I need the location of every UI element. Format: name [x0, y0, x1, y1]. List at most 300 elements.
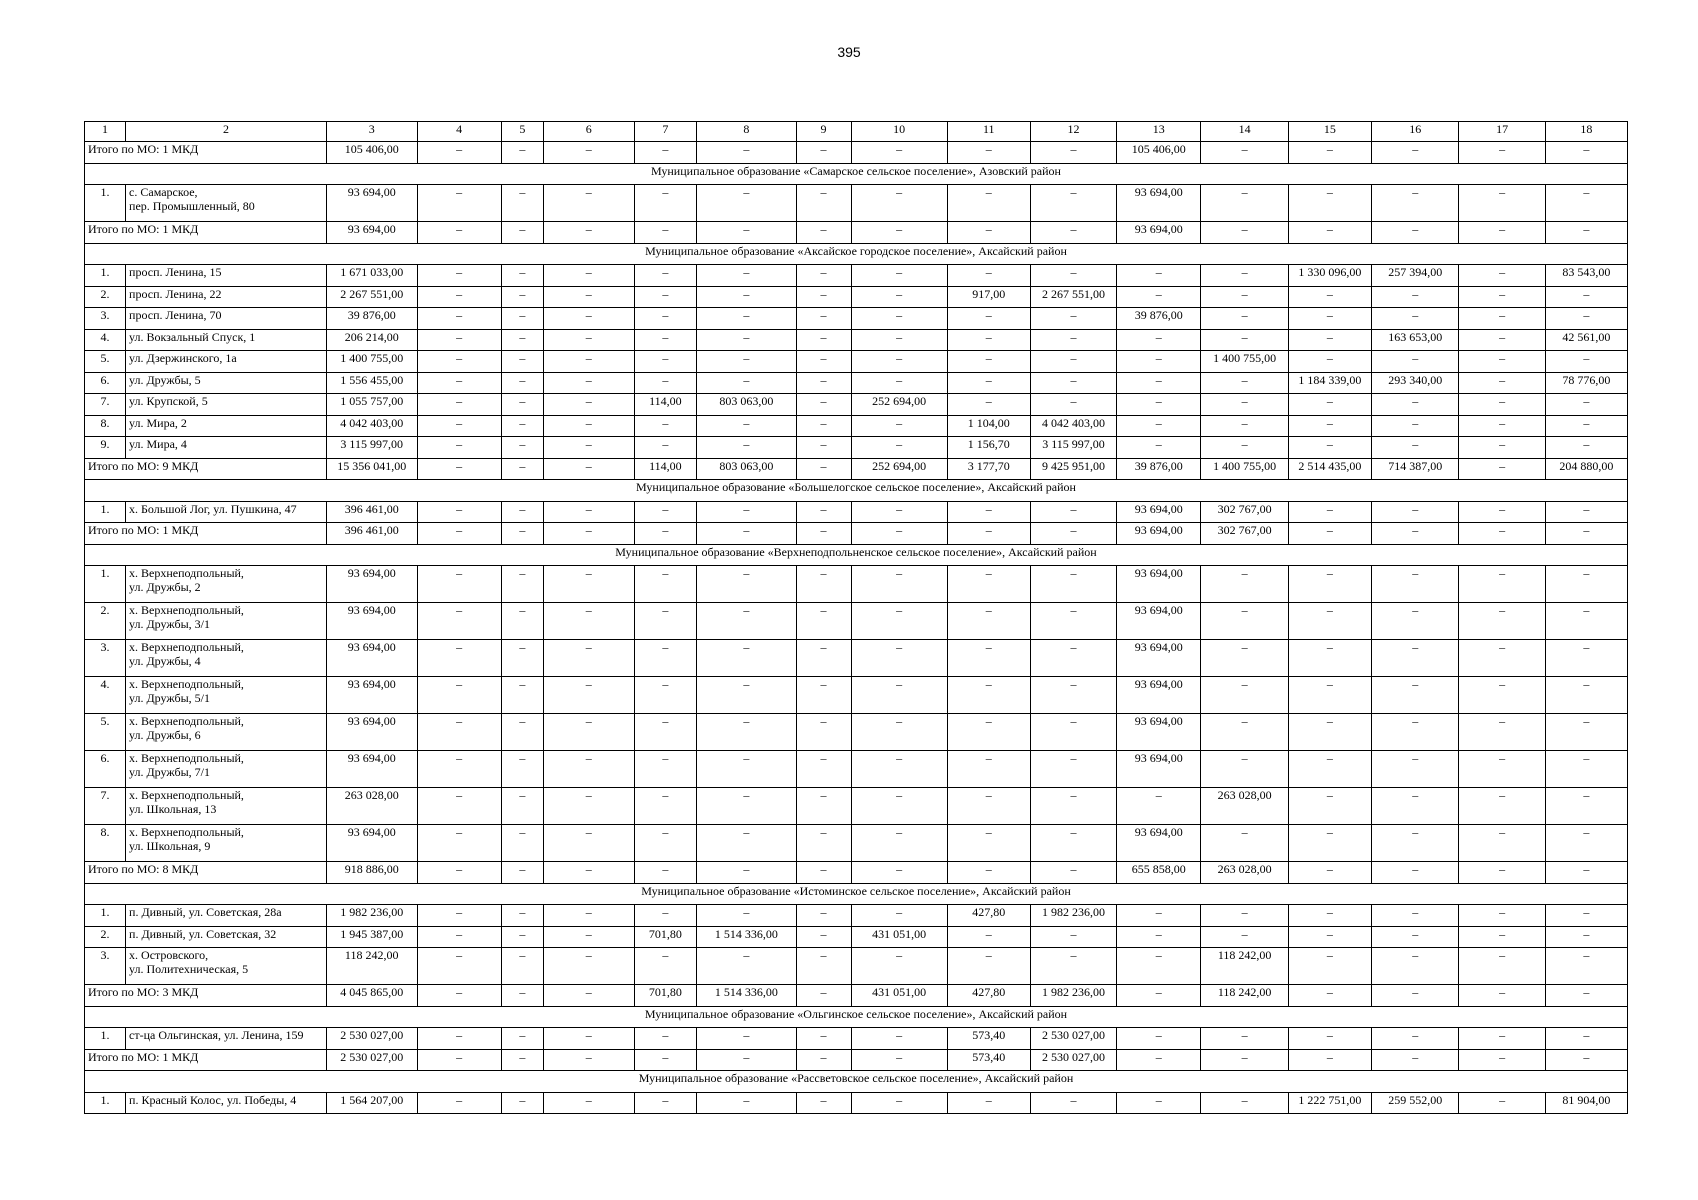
- row-number: 3.: [85, 948, 126, 985]
- table-cell: –: [697, 501, 796, 523]
- table-cell: –: [501, 351, 543, 373]
- table-cell: –: [796, 308, 851, 330]
- table-cell: 105 406,00: [326, 142, 417, 164]
- table-cell: 118 242,00: [1201, 985, 1288, 1007]
- table-cell: 1 556 455,00: [326, 372, 417, 394]
- column-header: 11: [947, 122, 1030, 142]
- table-cell: –: [1372, 185, 1459, 222]
- row-number: 1.: [85, 501, 126, 523]
- address-cell: х. Верхнеподпольный, ул. Дружбы, 4: [126, 640, 327, 677]
- table-cell: –: [796, 905, 851, 927]
- table-cell: –: [1372, 286, 1459, 308]
- table-cell: –: [501, 222, 543, 244]
- table-cell: –: [1459, 677, 1545, 714]
- table-cell: 93 694,00: [326, 751, 417, 788]
- table-cell: 1 330 096,00: [1288, 265, 1371, 287]
- table-cell: –: [796, 825, 851, 862]
- table-cell: 93 694,00: [1117, 714, 1201, 751]
- table-cell: –: [1030, 948, 1116, 985]
- row-number: 6.: [85, 751, 126, 788]
- table-cell: –: [1201, 825, 1288, 862]
- column-header: 17: [1459, 122, 1545, 142]
- table-cell: –: [543, 905, 634, 927]
- table-cell: –: [543, 862, 634, 884]
- table-cell: –: [1288, 640, 1371, 677]
- table-cell: –: [1545, 501, 1627, 523]
- table-cell: –: [947, 862, 1030, 884]
- table-cell: –: [1372, 394, 1459, 416]
- table-cell: –: [1372, 825, 1459, 862]
- table-cell: –: [1201, 372, 1288, 394]
- table-cell: 204 880,00: [1545, 458, 1627, 480]
- table-cell: –: [501, 714, 543, 751]
- table-cell: –: [1117, 926, 1201, 948]
- table-cell: –: [1372, 862, 1459, 884]
- table-cell: –: [417, 222, 501, 244]
- table-cell: –: [1288, 1028, 1371, 1050]
- table-cell: –: [947, 523, 1030, 545]
- table-cell: –: [1201, 185, 1288, 222]
- address-cell: п. Дивный, ул. Советская, 32: [126, 926, 327, 948]
- table-cell: –: [417, 286, 501, 308]
- table-cell: –: [851, 351, 947, 373]
- table-cell: 93 694,00: [326, 222, 417, 244]
- table-cell: –: [634, 1049, 697, 1071]
- table-cell: 431 051,00: [851, 985, 947, 1007]
- table-cell: 1 945 387,00: [326, 926, 417, 948]
- table-cell: –: [1030, 677, 1116, 714]
- table-cell: 252 694,00: [851, 458, 947, 480]
- table-cell: –: [1201, 308, 1288, 330]
- table-cell: –: [1372, 1028, 1459, 1050]
- table-cell: –: [1030, 751, 1116, 788]
- table-cell: –: [1372, 677, 1459, 714]
- table-cell: –: [697, 603, 796, 640]
- address-cell: ул. Вокзальный Спуск, 1: [126, 329, 327, 351]
- table-cell: –: [697, 788, 796, 825]
- table-cell: –: [634, 437, 697, 459]
- table-cell: 93 694,00: [1117, 222, 1201, 244]
- table-cell: –: [851, 329, 947, 351]
- table-cell: 78 776,00: [1545, 372, 1627, 394]
- table-cell: –: [501, 985, 543, 1007]
- column-header: 4: [417, 122, 501, 142]
- table-cell: 1 400 755,00: [1201, 351, 1288, 373]
- table-cell: –: [1459, 825, 1545, 862]
- table-cell: –: [1117, 1049, 1201, 1071]
- column-header: 8: [697, 122, 796, 142]
- table-cell: 93 694,00: [1117, 566, 1201, 603]
- table-cell: –: [634, 788, 697, 825]
- table-cell: –: [697, 825, 796, 862]
- table-cell: –: [1459, 308, 1545, 330]
- table-cell: 263 028,00: [1201, 862, 1288, 884]
- table-cell: –: [697, 437, 796, 459]
- table-row: [85, 501, 1628, 523]
- table-cell: –: [796, 501, 851, 523]
- table-cell: –: [796, 351, 851, 373]
- table-cell: –: [1459, 185, 1545, 222]
- table-cell: –: [417, 372, 501, 394]
- table-cell: –: [851, 142, 947, 164]
- row-number: 3.: [85, 308, 126, 330]
- table-row: [85, 677, 1628, 714]
- table-cell: –: [634, 286, 697, 308]
- table-cell: –: [634, 640, 697, 677]
- table-cell: –: [501, 185, 543, 222]
- table-cell: –: [501, 1092, 543, 1114]
- row-number: 4.: [85, 677, 126, 714]
- table-row: [85, 372, 1628, 394]
- table-cell: –: [543, 308, 634, 330]
- table-cell: 263 028,00: [1201, 788, 1288, 825]
- table-cell: 302 767,00: [1201, 523, 1288, 545]
- table-cell: 655 858,00: [1117, 862, 1201, 884]
- table-cell: –: [697, 640, 796, 677]
- table-cell: 427,80: [947, 985, 1030, 1007]
- table-cell: 15 356 041,00: [326, 458, 417, 480]
- table-cell: –: [1030, 185, 1116, 222]
- table-cell: –: [947, 142, 1030, 164]
- table-cell: –: [543, 714, 634, 751]
- table-cell: 39 876,00: [1117, 458, 1201, 480]
- row-number: 1.: [85, 1092, 126, 1114]
- table-cell: –: [417, 142, 501, 164]
- data-table: [84, 121, 1628, 1114]
- table-cell: –: [851, 1092, 947, 1114]
- table-cell: –: [1372, 142, 1459, 164]
- column-header: 5: [501, 122, 543, 142]
- table-cell: –: [1288, 862, 1371, 884]
- table-cell: –: [1030, 862, 1116, 884]
- address-cell: п. Красный Колос, ул. Победы, 4: [126, 1092, 327, 1114]
- table-cell: –: [947, 222, 1030, 244]
- table-cell: –: [1459, 1028, 1545, 1050]
- table-cell: –: [1117, 985, 1201, 1007]
- table-row: [85, 415, 1628, 437]
- table-cell: –: [501, 415, 543, 437]
- table-cell: –: [1117, 1092, 1201, 1114]
- table-cell: –: [634, 1092, 697, 1114]
- table-cell: –: [1117, 286, 1201, 308]
- table-cell: –: [543, 677, 634, 714]
- total-row: [85, 458, 1628, 480]
- table-cell: –: [947, 185, 1030, 222]
- table-cell: –: [1030, 372, 1116, 394]
- table-cell: –: [1459, 985, 1545, 1007]
- table-cell: –: [796, 415, 851, 437]
- table-cell: 918 886,00: [326, 862, 417, 884]
- table-cell: –: [543, 788, 634, 825]
- table-cell: –: [1030, 640, 1116, 677]
- table-cell: –: [634, 523, 697, 545]
- table-cell: –: [1459, 265, 1545, 287]
- section-row: [85, 480, 1628, 502]
- table-cell: –: [796, 523, 851, 545]
- table-cell: –: [1459, 788, 1545, 825]
- table-cell: –: [1117, 372, 1201, 394]
- table-row: [85, 286, 1628, 308]
- table-cell: –: [1288, 185, 1371, 222]
- table-cell: –: [851, 372, 947, 394]
- table-cell: –: [417, 1049, 501, 1071]
- total-label: Итого по МО: 1 МКД: [85, 1049, 327, 1071]
- table-cell: 431 051,00: [851, 926, 947, 948]
- table-cell: 803 063,00: [697, 458, 796, 480]
- table-cell: –: [851, 640, 947, 677]
- table-cell: 1 400 755,00: [1201, 458, 1288, 480]
- address-cell: ст-ца Ольгинская, ул. Ленина, 159: [126, 1028, 327, 1050]
- table-cell: –: [1372, 415, 1459, 437]
- address-cell: п. Дивный, ул. Советская, 28а: [126, 905, 327, 927]
- table-cell: 701,80: [634, 985, 697, 1007]
- address-cell: с. Самарское, пер. Промышленный, 80: [126, 185, 327, 222]
- table-cell: –: [697, 372, 796, 394]
- table-cell: –: [1372, 948, 1459, 985]
- row-number: 1.: [85, 566, 126, 603]
- table-cell: –: [543, 926, 634, 948]
- section-title: Муниципальное образование «Ольгинское сельское поселение», Аксайский район: [85, 1006, 1628, 1028]
- table-cell: –: [501, 603, 543, 640]
- table-cell: 114,00: [634, 394, 697, 416]
- table-cell: 39 876,00: [1117, 308, 1201, 330]
- table-cell: –: [543, 640, 634, 677]
- table-cell: –: [543, 948, 634, 985]
- table-row: [85, 1028, 1628, 1050]
- table-row: [85, 714, 1628, 751]
- total-label: Итого по МО: 9 МКД: [85, 458, 327, 480]
- table-cell: –: [851, 677, 947, 714]
- row-number: 6.: [85, 372, 126, 394]
- table-cell: –: [1201, 603, 1288, 640]
- table-cell: –: [1030, 566, 1116, 603]
- table-cell: 252 694,00: [851, 394, 947, 416]
- table-cell: –: [697, 948, 796, 985]
- table-cell: 93 694,00: [326, 603, 417, 640]
- table-cell: –: [1545, 185, 1627, 222]
- table-cell: –: [634, 351, 697, 373]
- table-cell: –: [1201, 905, 1288, 927]
- table-cell: –: [1545, 862, 1627, 884]
- table-cell: –: [851, 948, 947, 985]
- table-cell: –: [417, 1028, 501, 1050]
- table-cell: 293 340,00: [1372, 372, 1459, 394]
- table-cell: –: [1288, 751, 1371, 788]
- section-row: [85, 544, 1628, 566]
- table-cell: –: [543, 142, 634, 164]
- section-title: Муниципальное образование «Самарское сельское поселение», Азовский район: [85, 163, 1628, 185]
- table-cell: 2 530 027,00: [326, 1028, 417, 1050]
- table-cell: –: [634, 501, 697, 523]
- table-cell: –: [947, 926, 1030, 948]
- table-cell: –: [417, 862, 501, 884]
- table-cell: –: [1459, 372, 1545, 394]
- table-cell: –: [543, 329, 634, 351]
- table-cell: –: [1459, 862, 1545, 884]
- section-title: Муниципальное образование «Аксайское городское поселение», Аксайский район: [85, 243, 1628, 265]
- table-cell: –: [1117, 351, 1201, 373]
- total-row: [85, 142, 1628, 164]
- table-cell: 3 177,70: [947, 458, 1030, 480]
- table-cell: –: [1288, 905, 1371, 927]
- table-cell: –: [947, 1092, 1030, 1114]
- table-cell: –: [501, 1049, 543, 1071]
- table-cell: 573,40: [947, 1028, 1030, 1050]
- table-cell: –: [947, 751, 1030, 788]
- table-cell: –: [1030, 329, 1116, 351]
- address-cell: ул. Дзержинского, 1а: [126, 351, 327, 373]
- table-cell: –: [851, 825, 947, 862]
- table-cell: 39 876,00: [326, 308, 417, 330]
- table-cell: –: [543, 415, 634, 437]
- table-cell: 2 514 435,00: [1288, 458, 1371, 480]
- table-cell: –: [1117, 329, 1201, 351]
- table-cell: –: [501, 751, 543, 788]
- table-cell: –: [697, 329, 796, 351]
- column-header: 2: [126, 122, 327, 142]
- address-cell: х. Большой Лог, ул. Пушкина, 47: [126, 501, 327, 523]
- column-header: 13: [1117, 122, 1201, 142]
- row-number: 2.: [85, 286, 126, 308]
- table-cell: –: [501, 394, 543, 416]
- table-cell: –: [697, 566, 796, 603]
- row-number: 7.: [85, 788, 126, 825]
- table-cell: 2 530 027,00: [1030, 1028, 1116, 1050]
- table-cell: –: [1030, 308, 1116, 330]
- table-cell: –: [1459, 714, 1545, 751]
- address-cell: х. Верхнеподпольный, ул. Школьная, 13: [126, 788, 327, 825]
- table-cell: –: [1288, 394, 1371, 416]
- table-cell: –: [796, 286, 851, 308]
- table-cell: –: [947, 394, 1030, 416]
- table-cell: –: [1545, 1028, 1627, 1050]
- table-cell: –: [634, 677, 697, 714]
- row-number: 8.: [85, 825, 126, 862]
- table-cell: –: [1545, 1049, 1627, 1071]
- table-cell: –: [1459, 394, 1545, 416]
- table-cell: –: [1288, 677, 1371, 714]
- table-cell: –: [501, 948, 543, 985]
- address-cell: просп. Ленина, 15: [126, 265, 327, 287]
- table-cell: –: [417, 948, 501, 985]
- table-cell: 1 104,00: [947, 415, 1030, 437]
- table-cell: –: [796, 222, 851, 244]
- table-cell: –: [1288, 286, 1371, 308]
- table-cell: 93 694,00: [326, 640, 417, 677]
- table-cell: –: [1545, 603, 1627, 640]
- table-cell: –: [1288, 825, 1371, 862]
- table-cell: –: [501, 825, 543, 862]
- table-cell: –: [1288, 415, 1371, 437]
- column-header: 6: [543, 122, 634, 142]
- address-cell: х. Верхнеподпольный, ул. Дружбы, 5/1: [126, 677, 327, 714]
- column-header: 15: [1288, 122, 1371, 142]
- column-header: 10: [851, 122, 947, 142]
- table-cell: –: [634, 415, 697, 437]
- section-row: [85, 1006, 1628, 1028]
- table-cell: –: [796, 566, 851, 603]
- column-header: 14: [1201, 122, 1288, 142]
- table-cell: 1 184 339,00: [1288, 372, 1371, 394]
- table-cell: 81 904,00: [1545, 1092, 1627, 1114]
- table-cell: –: [543, 394, 634, 416]
- table-cell: –: [1288, 603, 1371, 640]
- table-cell: –: [697, 677, 796, 714]
- table-cell: –: [417, 458, 501, 480]
- table-cell: –: [947, 948, 1030, 985]
- table-body: [85, 122, 1628, 1114]
- table-cell: –: [796, 394, 851, 416]
- table-cell: –: [543, 1028, 634, 1050]
- table-cell: –: [1288, 566, 1371, 603]
- table-cell: –: [947, 640, 1030, 677]
- table-cell: –: [501, 458, 543, 480]
- table-cell: 1 514 336,00: [697, 985, 796, 1007]
- table-cell: 259 552,00: [1372, 1092, 1459, 1114]
- table-cell: –: [947, 329, 1030, 351]
- address-cell: х. Верхнеподпольный, ул. Дружбы, 6: [126, 714, 327, 751]
- section-title: Муниципальное образование «Рассветовское сельское поселение», Аксайский район: [85, 1071, 1628, 1093]
- table-row: [85, 394, 1628, 416]
- table-cell: –: [1459, 751, 1545, 788]
- table-cell: –: [417, 308, 501, 330]
- table-cell: 93 694,00: [1117, 501, 1201, 523]
- table-cell: 396 461,00: [326, 523, 417, 545]
- table-cell: –: [947, 714, 1030, 751]
- table-row: [85, 948, 1628, 985]
- table-cell: –: [1545, 948, 1627, 985]
- table-row: [85, 185, 1628, 222]
- section-row: [85, 1071, 1628, 1093]
- table-cell: 2 530 027,00: [1030, 1049, 1116, 1071]
- table-cell: 93 694,00: [1117, 603, 1201, 640]
- table-row: [85, 926, 1628, 948]
- table-cell: –: [417, 185, 501, 222]
- table-cell: –: [1117, 788, 1201, 825]
- column-header: 7: [634, 122, 697, 142]
- table-cell: –: [543, 751, 634, 788]
- table-cell: –: [1545, 926, 1627, 948]
- table-cell: –: [851, 222, 947, 244]
- table-cell: 1 982 236,00: [1030, 985, 1116, 1007]
- table-cell: –: [1545, 905, 1627, 927]
- table-cell: –: [851, 714, 947, 751]
- table-cell: –: [1201, 286, 1288, 308]
- table-cell: –: [543, 1092, 634, 1114]
- table-cell: 1 982 236,00: [326, 905, 417, 927]
- table-cell: 4 042 403,00: [326, 415, 417, 437]
- table-cell: –: [851, 905, 947, 927]
- table-cell: –: [1545, 394, 1627, 416]
- table-cell: 396 461,00: [326, 501, 417, 523]
- table-cell: –: [796, 926, 851, 948]
- table-cell: –: [1030, 603, 1116, 640]
- table-cell: –: [1545, 437, 1627, 459]
- table-cell: –: [1117, 1028, 1201, 1050]
- table-cell: –: [543, 286, 634, 308]
- table-cell: –: [501, 501, 543, 523]
- table-cell: –: [1030, 714, 1116, 751]
- table-cell: –: [1201, 926, 1288, 948]
- table-cell: –: [1288, 788, 1371, 825]
- table-cell: –: [1545, 985, 1627, 1007]
- address-cell: ул. Крупской, 5: [126, 394, 327, 416]
- table-cell: 2 267 551,00: [326, 286, 417, 308]
- table-cell: 93 694,00: [326, 185, 417, 222]
- table-cell: –: [1201, 1049, 1288, 1071]
- table-cell: –: [851, 603, 947, 640]
- table-cell: –: [1201, 1028, 1288, 1050]
